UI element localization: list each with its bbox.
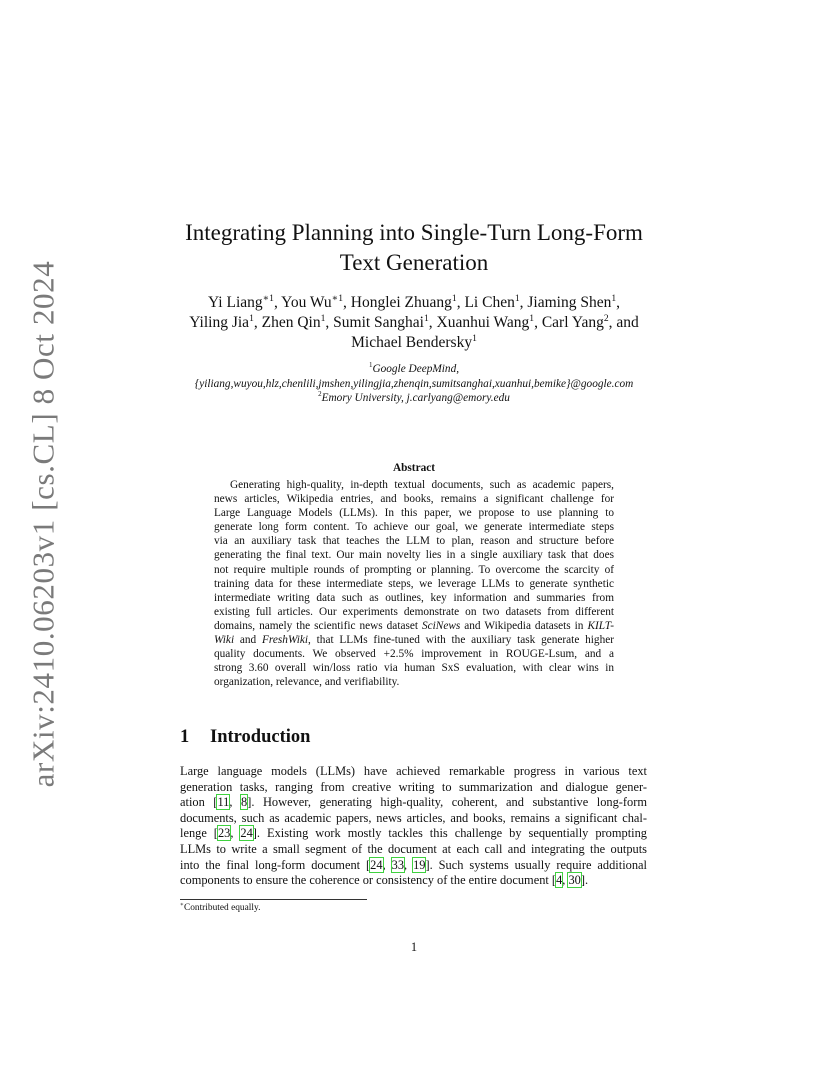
author-affiliation-mark: 1 [249,312,254,324]
intro-text-run: components to ensure the coherence or consistency of the entire document [ [180,873,557,888]
footnote-rule [180,899,367,900]
abstract-line: quality documents. We observed +2.5% improvement in ROUGE-Lsum, and a [214,648,614,661]
abstract-text-run: and [234,634,263,647]
dataset-name: Wiki [214,634,235,647]
intro-text-run: , [404,857,414,872]
dataset-name: SciNews [422,619,461,632]
abstract-text-run: domains, namely the scientific news dataset [214,619,422,632]
author-affiliation-mark: 1 [514,292,520,304]
author-name: Zhen Qin [261,314,321,331]
intro-line: Large language models (LLMs) have achieved remarkable progress in various text [180,764,647,778]
author-affiliation-mark: ∗1 [262,292,274,304]
abstract-line: Generating high-quality, in-depth textual documents, such as academic papers, [230,479,614,491]
abstract-line: not require multiple rounds of prompting or planning. To overcome the scarcity of [214,563,614,576]
author-affiliation-mark: 1 [451,292,457,304]
abstract-line: organization, relevance, and verifiability. [214,676,400,689]
abstract-line: news articles, Wikipedia entries, and books, remains a significant challenge for [214,493,614,506]
citation-link[interactable]: 4 [556,873,563,888]
affiliation-name: Emory University, j.carlyang@emory.edu [321,392,510,404]
author-separator: , [273,294,282,311]
intro-text-run: ]. Existing work mostly tackles this challenge by sequentially prompting [252,826,647,841]
section-title: Introduction [210,727,311,747]
author-name: Michael Bendersky [351,334,473,351]
title-line-1: Integrating Planning into Single-Turn Long-Form [185,220,643,245]
author-separator: , [616,294,621,311]
author-affiliation-mark: 1 [424,312,429,324]
affiliation-mark: 2 [318,390,322,399]
intro-text-run: lenge [ [180,826,218,841]
citation-link[interactable]: 24 [370,857,383,872]
abstract-text-run: , that LLMs fine-tuned with the auxiliary task generate higher [308,634,614,647]
author-affiliation-mark: 1 [611,292,617,304]
introduction-paragraph [180,764,647,889]
abstract-line: strong 3.60 overall win/loss ratio via human SxS evaluation, with clear wins in [214,662,614,675]
arxiv-identifier-stamp [22,260,64,788]
section-heading-introduction [180,727,310,748]
paper-title [150,218,678,278]
author-separator: , [534,314,542,331]
author-name: Carl Yang [541,314,604,331]
affiliation-2 [150,391,678,406]
abstract-line: existing full articles. Our experiments demonstrate on two datasets from different [214,605,614,618]
section-number: 1 [180,727,190,747]
author-separator: , [253,314,262,331]
author-affiliation-mark: 2 [603,312,609,324]
abstract-line: via an auxiliary task that teaches the LLM to plan, reason and structure before [214,535,614,548]
affiliation-1 [150,362,678,377]
citation-link[interactable]: 11 [217,795,230,810]
author-name: Xuanhui Wang [436,314,530,331]
affiliation-name: Google DeepMind, [372,363,460,375]
citation-link[interactable]: 23 [217,826,231,841]
citation-link[interactable]: 8 [241,795,248,810]
intro-line: LLMs to write a small segment of the document at each call and integrating the outputs [180,841,647,856]
arxiv-id-text: arXiv:2410.06203v1 [cs.CL] 8 Oct 2024 [25,260,60,788]
author-separator: , and [608,314,639,331]
citation-link[interactable]: 33 [391,857,405,872]
abstract-text [214,478,614,689]
author-name: Yi Liang [207,294,263,311]
abstract-line: generating the final text. Our main novelty lies in a single auxiliary task that does [214,549,614,562]
citation-link[interactable]: 30 [568,873,581,888]
abstract-line: generate long form content. To achieve our goal, we generate intermediate steps [214,521,614,534]
author-name: Sumit Sanghai [333,314,424,331]
author-separator: , [428,314,437,331]
page-number: 1 [410,940,418,954]
author-affiliation-mark: 1 [472,332,477,344]
author-name: You Wu [281,294,332,311]
author-list [160,293,668,353]
intro-text-run: ]. Such systems usually require additional [425,857,647,872]
author-affiliation-mark: 1 [320,312,326,324]
author-name: Honglei Zhuang [350,294,452,311]
intro-text-run: ]. However, generating high-quality, coherent, and substantive long-form [247,795,647,810]
intro-text-run: , [229,795,242,810]
author-affiliation-mark: 1 [529,312,535,324]
intro-text-run: , [382,857,392,872]
author-name: Jiaming Shen [527,294,612,311]
footnote-text: Contributed equally. [183,903,261,913]
intro-text-run: , [230,826,241,841]
citation-link[interactable]: 19 [413,857,426,872]
affiliations [150,362,678,406]
footnote [180,903,260,913]
dataset-name: FreshWiki [262,634,309,647]
affiliation-mark: 1 [368,361,373,370]
author-line-1 [160,293,668,313]
footnote-mark: ∗ [180,901,184,908]
intro-line [180,858,647,874]
author-line-3 [160,333,668,353]
author-separator: , [456,294,465,311]
abstract-line [214,633,614,647]
title-line-2: Text Generation [339,250,489,275]
intro-line [180,873,647,889]
author-emails: {yiliang,wuyou,hlz,chenlili,jmshen,yilingjia,zhenqin,sumitsanghai,xuanhui,bemike}@google.com [194,377,634,390]
abstract-text-run: and Wikipedia datasets in [460,619,588,632]
citation-link[interactable]: 24 [240,826,253,841]
author-affiliation-mark: ∗1 [331,292,343,304]
author-separator: , [325,314,334,331]
abstract-line [214,619,614,633]
abstract-line: Large Language Models (LLMs). In this paper, we propose to use planning to [214,507,614,520]
author-name: Yiling Jia [189,314,250,331]
intro-text-run: into the final long-form document [ [180,857,371,872]
dataset-name: KILT- [587,619,614,632]
intro-text-run: , [562,873,569,888]
author-separator: , [519,294,528,311]
intro-line [180,795,647,811]
author-name: Li Chen [464,294,515,311]
intro-text-run: ation [ [180,795,218,810]
abstract-heading: Abstract [392,462,436,474]
intro-line: documents, such as academic papers, news articles, and books, remains a significant chal- [180,810,647,825]
author-line-2 [160,313,668,333]
abstract-line: training data for these intermediate steps, we leverage LLMs to generate synthetic [214,577,614,590]
author-separator: , [343,294,351,311]
intro-line: generation tasks, ranging from creative writing to summarization and dialogue gener- [180,779,647,794]
intro-line [180,826,647,842]
abstract-line: intermediate writing data such as outlines, key information and summaries from [214,591,614,604]
intro-text-run: ]. [580,873,589,888]
